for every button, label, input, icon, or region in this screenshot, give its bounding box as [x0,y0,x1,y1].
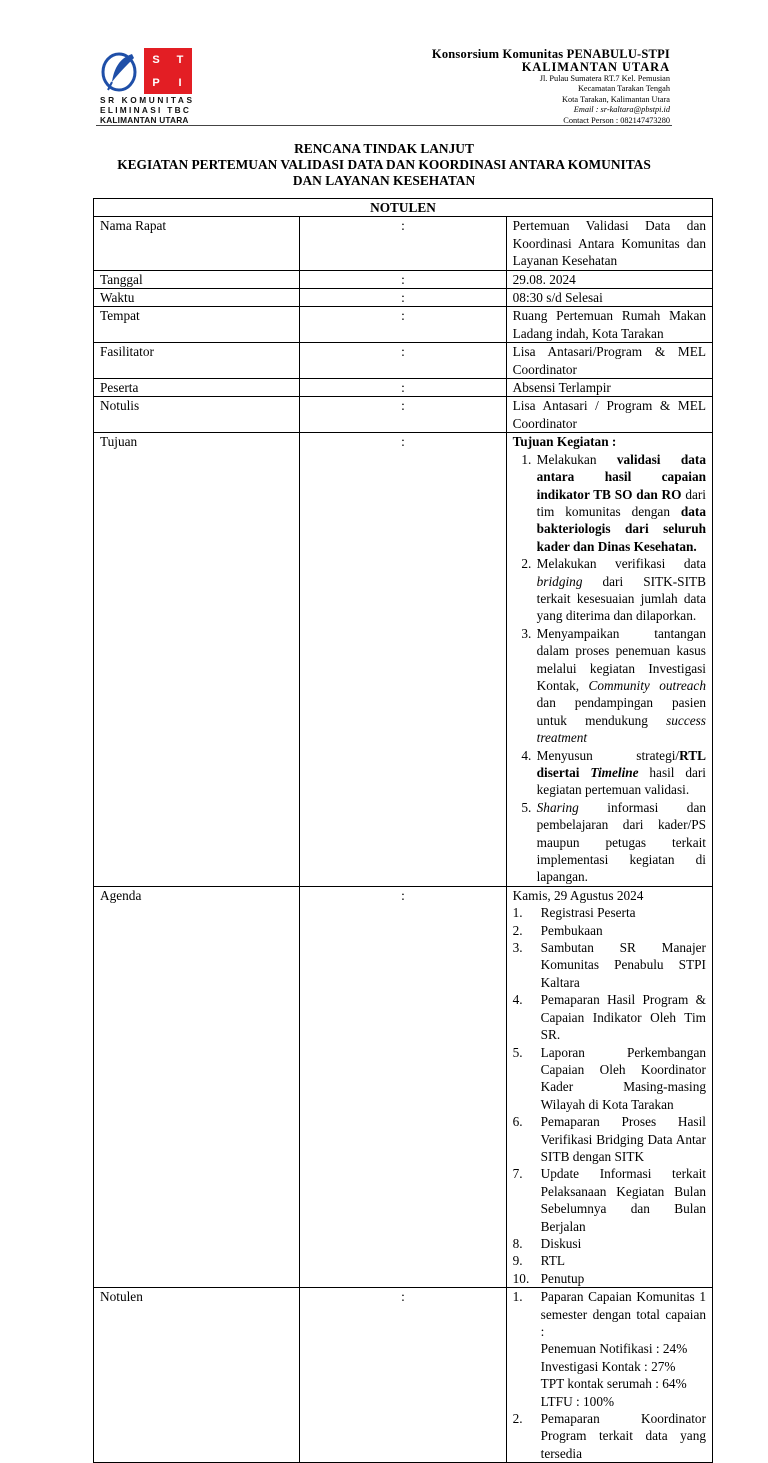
address-line-2: Kecamatan Tarakan Tengah [577,84,670,94]
text-fragment: success treatment [536,712,706,746]
text-fragment: Community outreach [588,677,706,693]
row-label: Tempat [94,307,300,343]
address-line-3: Kota Tarakan, Kalimantan Utara [561,94,670,104]
table-header: NOTULEN [94,199,713,217]
text-fragment: dari SITK-SITB terkait kesesuaian jumlah data yang diterima dan dilaporkan. [536,573,706,624]
text-fragment: Menyusun strategi/ [536,747,680,763]
stpi-logo-block [144,48,192,94]
sub-line: Penemuan Notifikasi : 24% [540,1341,688,1357]
row-colon: : [300,270,506,288]
agenda-item [513,1235,706,1252]
list-item [535,555,706,625]
table-header-row [94,199,713,217]
agenda-content [506,886,712,1287]
row-value: Absensi Terlampir [506,379,712,397]
item-text: Pemaparan Proses Hasil Verifikasi Bridging Data Antar SITB dengan SITK [540,1114,706,1164]
text-fragment: Sharing [536,799,579,815]
notulen-content [506,1288,712,1463]
row-label: Tujuan [94,433,300,887]
item-number: 2. [512,1411,523,1427]
table-row [94,289,713,307]
org-name: Konsorsium Komunitas PENABULU-STPI [431,47,670,61]
agenda-item [513,991,706,1043]
table-row-agenda [94,886,713,1287]
agenda-item [513,1165,706,1235]
list-item [535,747,706,799]
agenda-item [513,1270,706,1287]
agenda-item [513,1113,706,1165]
text-fragment: informasi dan pembelajaran dari kader/PS maupun petugas terkait implementasi kegiatan di lapangan. [536,799,706,885]
agenda-item [513,1252,706,1269]
item-text: Penutup [540,1270,585,1286]
item-number: 1. [512,1289,523,1305]
agenda-item [513,922,706,939]
text-fragment: Melakukan [536,451,617,467]
table-row [94,343,713,379]
row-value: 08:30 s/d Selesai [506,289,712,307]
item-text: Update Informasi terkait Pelaksanaan Kegiatan Bulan Sebelumnya dan Bulan Berjalan [540,1166,706,1234]
row-label: Peserta [94,379,300,397]
text-fragment: hasil dari kegiatan pertemuan validasi. [536,765,706,798]
title-line-3: DAN LAYANAN KESEHATAN [292,173,476,188]
item-number: 8. [512,1235,523,1251]
item-text: Sambutan SR Manajer Komunitas Penabulu STPI Kaltara [540,940,706,990]
tujuan-content [506,433,712,887]
table-row-notulen [94,1288,713,1463]
title-line-2: KEGIATAN PERTEMUAN VALIDASI DATA DAN KOORDINASI ANTARA KOMUNITAS [117,157,651,172]
item-text: Registrasi Peserta [540,905,636,921]
item-text: Pembukaan [540,922,603,938]
sub-line: TPT kontak serumah : 64% [540,1376,687,1392]
row-value: Pertemuan Validasi Data dan Koordinasi Antara Komunitas dan Layanan Kesehatan [506,217,712,270]
text-fragment: validasi data antara hasil capaian indikator TB SO dan RO [536,451,706,502]
list-item [535,799,706,886]
item-text: Paparan Capaian Komunitas 1 semester dengan total capaian : [540,1289,706,1339]
logo [96,44,206,124]
row-colon: : [300,433,506,887]
row-colon: : [300,1288,506,1463]
item-text: RTL [540,1253,565,1269]
row-colon: : [300,379,506,397]
org-region: KALIMANTAN UTARA [521,60,670,74]
tujuan-heading: Tujuan Kegiatan : [512,434,617,450]
text-fragment: Timeline [590,765,639,780]
logo-line-3: KALIMANTAN UTARA [100,115,189,125]
table-row-tujuan [94,433,713,887]
text-fragment: dan pendampingan pasien untuk mendukung [536,695,706,728]
table-row [94,270,713,288]
sub-line: Investigasi Kontak : 27% [540,1358,676,1374]
logo-letter: I [178,76,182,89]
row-label: Tanggal [94,270,300,288]
table-row [94,379,713,397]
feather-emblem-icon [100,48,140,94]
title-line-1: RENCANA TINDAK LANJUT [294,141,474,156]
text-fragment: bridging [536,573,583,589]
agenda-item [513,904,706,921]
row-value: 29.08. 2024 [506,270,712,288]
text-fragment: dari tim komunitas dengan [536,486,706,519]
list-item [535,451,706,555]
text-fragment: data bakteriologis dari seluruh kader dan Dinas Kesehatan. [536,503,706,554]
sub-line: LTFU : 100% [540,1393,615,1409]
address-line-1: Jl. Pulau Sumatera RT.7 Kel. Pemusian [539,74,670,83]
logo-letter: T [176,53,184,66]
row-label: Waktu [94,289,300,307]
row-label: Nama Rapat [94,217,300,270]
row-value: Lisa Antasari / Program & MEL Coordinator [506,397,712,433]
logo-letter: S [152,53,160,66]
row-colon: : [300,397,506,433]
text-fragment: Melakukan verifikasi data [536,556,706,572]
agenda-list [513,904,706,1287]
agenda-item [513,1044,706,1114]
email-line: Email : sr-kaltara@pbstpi.id [573,105,670,115]
logo-line-2: ELIMINASI TBC [100,105,192,115]
item-number: 7. [512,1166,523,1182]
header-divider [96,125,672,126]
text-fragment: RTL disertai [536,747,706,780]
table-row [94,397,713,433]
item-text: Diskusi [540,1235,582,1251]
row-value: Ruang Pertemuan Rumah Makan Ladang indah, Kota Tarakan [506,307,712,343]
item-number: 9. [512,1253,523,1269]
list-item [513,1288,706,1340]
agenda-date: Kamis, 29 Agustus 2024 [512,887,644,903]
contact-line: Contact Person : 082147473280 [563,115,670,125]
item-number: 6. [512,1114,523,1130]
row-label: Agenda [94,886,300,1287]
item-text: Pemaparan Hasil Program & Capaian Indikator Oleh Tim SR. [540,992,706,1043]
row-label: Notulis [94,397,300,433]
text-fragment: Menyampaikan tantangan dalam proses penemuan kasus melalui kegiatan Investigasi Kontak, [536,625,706,693]
row-colon: : [300,307,506,343]
document-title [80,141,688,189]
table-row [94,217,713,270]
organization-info [432,48,670,126]
row-label: Notulen [94,1288,300,1463]
row-value: Lisa Antasari/Program & MEL Coordinator [506,343,712,379]
list-item [513,1410,706,1462]
row-colon: : [300,217,506,270]
table-row [94,307,713,343]
row-colon: : [300,343,506,379]
item-number: 4. [512,992,523,1008]
item-number: 2. [512,922,523,938]
item-text: Laporan Perkembangan Capaian Oleh Koordinator Kader Masing-masing Wilayah di Kota Tarakan [540,1044,706,1112]
item-number: 10. [512,1270,530,1286]
row-label: Fasilitator [94,343,300,379]
list-item [535,625,706,747]
item-number: 5. [512,1044,523,1060]
logo-line-1: SR KOMUNITAS [100,95,195,105]
row-colon: : [300,289,506,307]
item-text: Pemaparan Koordinator Program terkait data yang tersedia [540,1411,706,1461]
item-number: 1. [512,905,523,921]
logo-letter: P [152,76,160,89]
item-number: 3. [512,940,523,956]
agenda-item [513,939,706,991]
row-colon: : [300,886,506,1287]
objective-list [513,451,706,886]
notulen-table [93,198,713,1463]
